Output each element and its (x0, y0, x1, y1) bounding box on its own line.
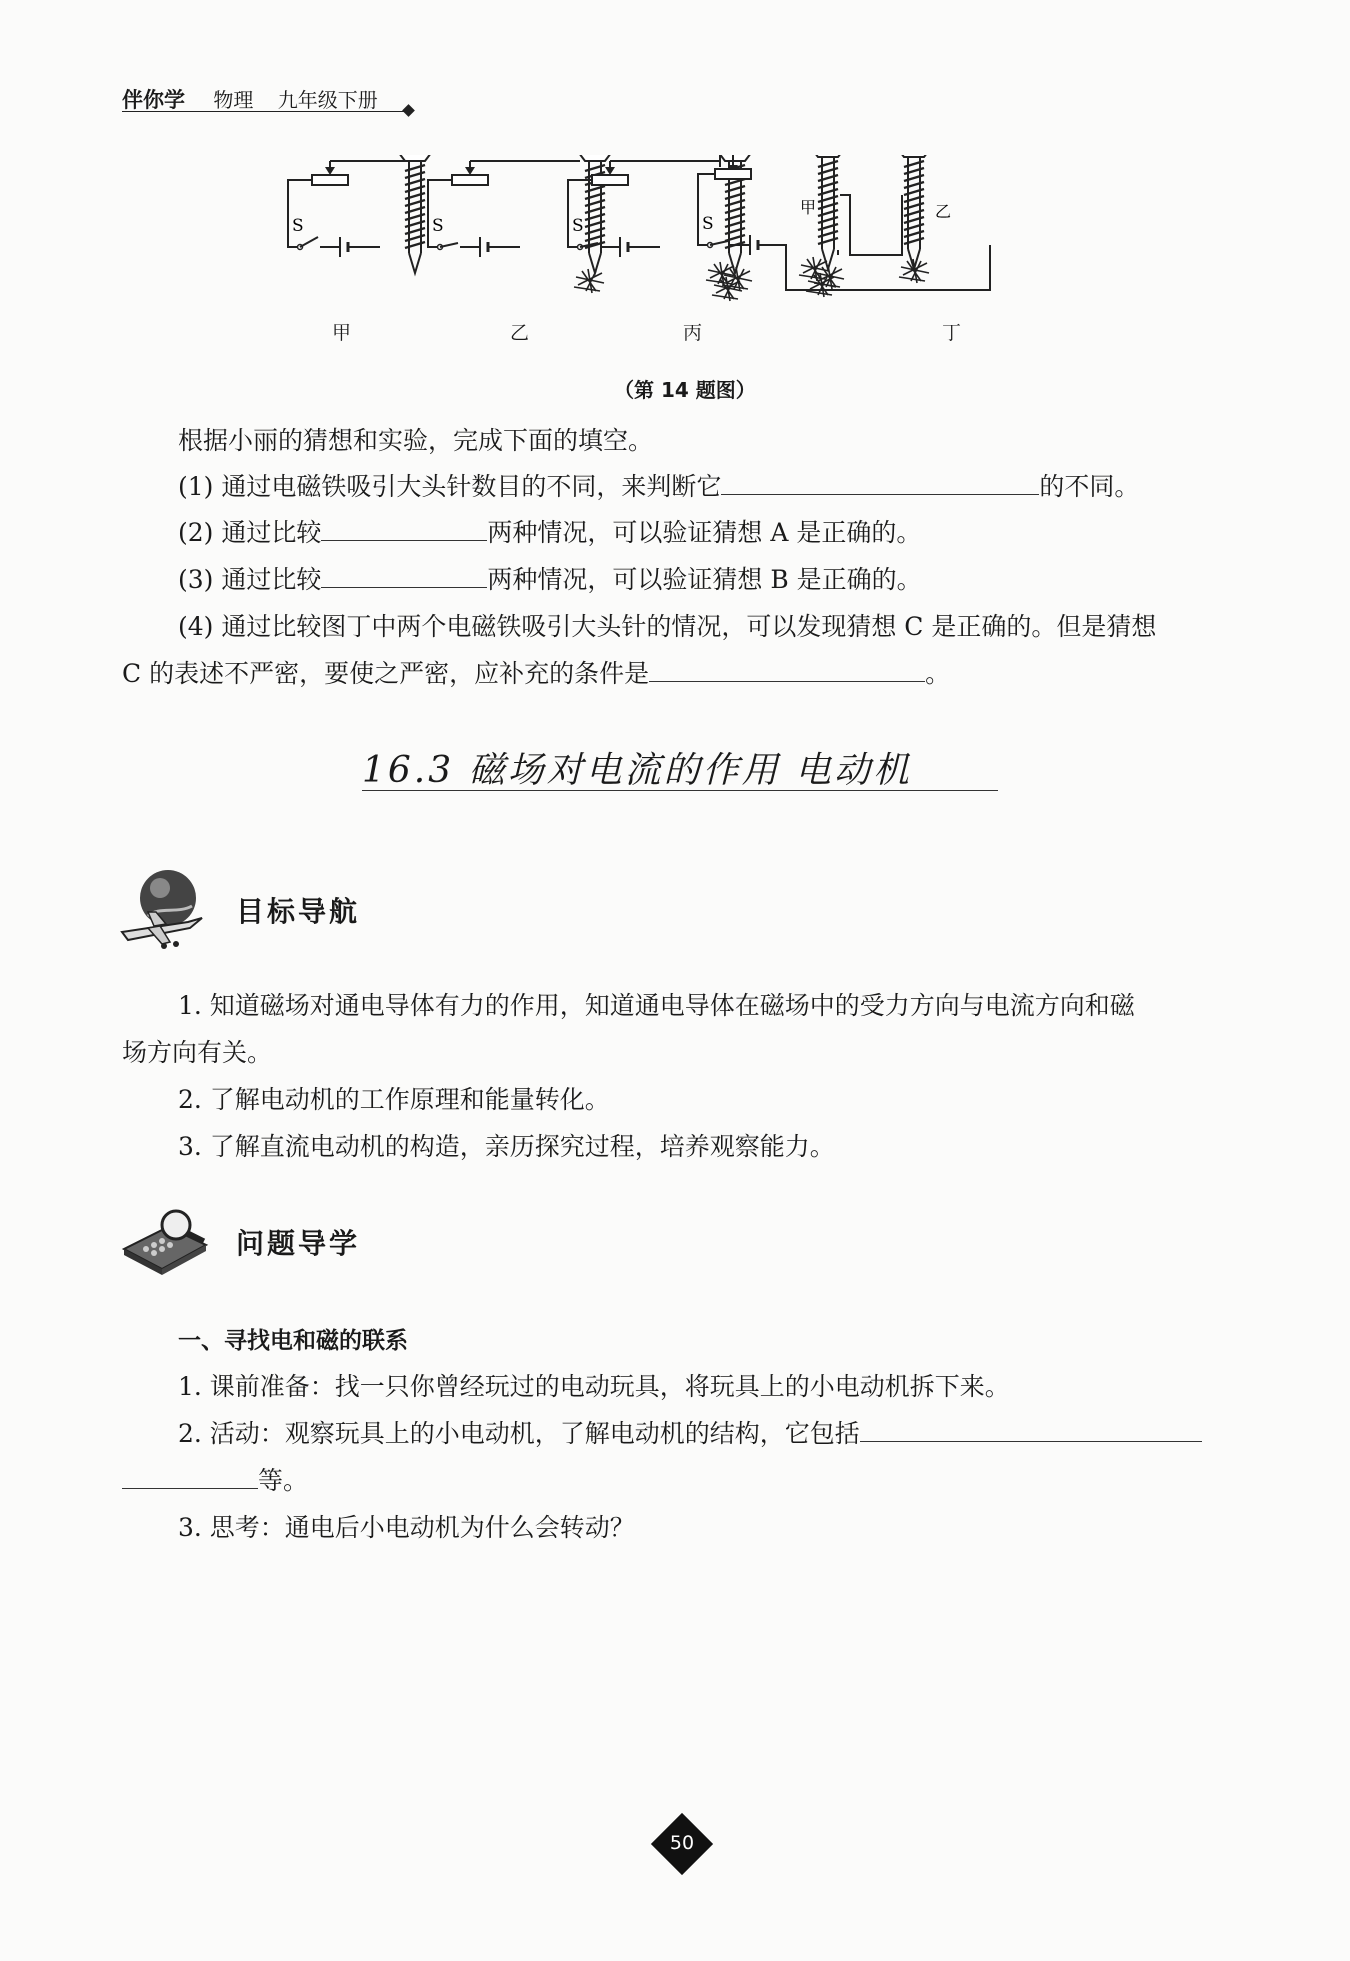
svg-text:S: S (572, 216, 584, 236)
answer-blank-2[interactable] (321, 514, 487, 541)
goal-item-1-line2: 场方向有关。 (122, 1038, 273, 1067)
figure-label-jia: 甲 (332, 322, 352, 344)
questions-intro: 根据小丽的猜想和实验，完成下面的填空。 (178, 426, 654, 455)
guide-item-1: 1. 课前准备：找一只你曾经玩过的电动玩具，将玩具上的小电动机拆下来。 (178, 1372, 1010, 1401)
goals-heading: 目标导航 (236, 895, 361, 928)
answer-blank-5[interactable] (860, 1415, 1202, 1442)
guide-item-2-cont: 等。 (122, 1457, 308, 1504)
answer-blank-3[interactable] (321, 561, 487, 588)
goal-item-2: 2. 了解电动机的工作原理和能量转化。 (178, 1085, 610, 1114)
svg-text:乙: 乙 (935, 202, 952, 221)
guide-subheading: 一、寻找电和磁的联系 (178, 1328, 408, 1354)
guide-heading: 问题导学 (236, 1227, 361, 1260)
section-title-rule (362, 790, 998, 791)
answer-blank-4[interactable] (649, 655, 925, 682)
question-1: (1) 通过电磁铁吸引大头针数目的不同，来判断它 的不同。 (178, 463, 1139, 510)
guide-item-3: 3. 思考：通电后小电动机为什么会转动？ (178, 1513, 635, 1542)
goal-item-1-line1: 1. 知道磁场对通电导体有力的作用，知道通电导体在磁场中的受力方向与电流方向和磁 (178, 991, 1135, 1020)
question-2: (2) 通过比较 两种情况，可以验证猜想 A 是正确的。 (178, 509, 921, 556)
answer-blank-6[interactable] (122, 1462, 258, 1489)
svg-text:S: S (702, 214, 714, 234)
globe-airplane-icon (118, 866, 210, 952)
circuit-jia (288, 155, 431, 273)
question-4-line2: C 的表述不严密，要使之严密，应补充的条件是 。 (122, 650, 950, 697)
circuit-figure (270, 155, 1090, 310)
svg-text:甲: 甲 (800, 198, 817, 217)
section-title: 16.3 磁场对电流的作用 电动机 (362, 750, 913, 791)
running-header (122, 84, 396, 114)
header-diamond-icon (402, 104, 415, 117)
header-brand: 伴你学 (122, 88, 185, 112)
answer-blank-1[interactable] (721, 468, 1039, 495)
header-grade: 九年级下册 (277, 88, 378, 112)
header-subject: 物理 (213, 88, 254, 112)
question-4-line1: (4) 通过比较图丁中两个电磁铁吸引大头针的情况，可以发现猜想 C 是正确的。但是猜想 (178, 612, 1157, 641)
svg-text:S: S (432, 216, 444, 236)
figure-label-ding: 丁 (942, 322, 962, 344)
figure-caption: （第 14 题图） (614, 378, 756, 402)
figure-label-yi: 乙 (510, 322, 530, 344)
figure-label-bing: 丙 (683, 322, 703, 344)
page-number: 50 (669, 1832, 695, 1854)
question-3: (3) 通过比较 两种情况，可以验证猜想 B 是正确的。 (178, 556, 922, 603)
goal-item-3: 3. 了解直流电动机的构造，亲历探究过程，培养观察能力。 (178, 1132, 835, 1161)
svg-text:S: S (292, 216, 304, 236)
magnifier-calculator-icon (120, 1205, 212, 1277)
header-rule (122, 111, 410, 112)
guide-item-2: 2. 活动：观察玩具上的小电动机，了解电动机的结构，它包括 (178, 1410, 1202, 1457)
